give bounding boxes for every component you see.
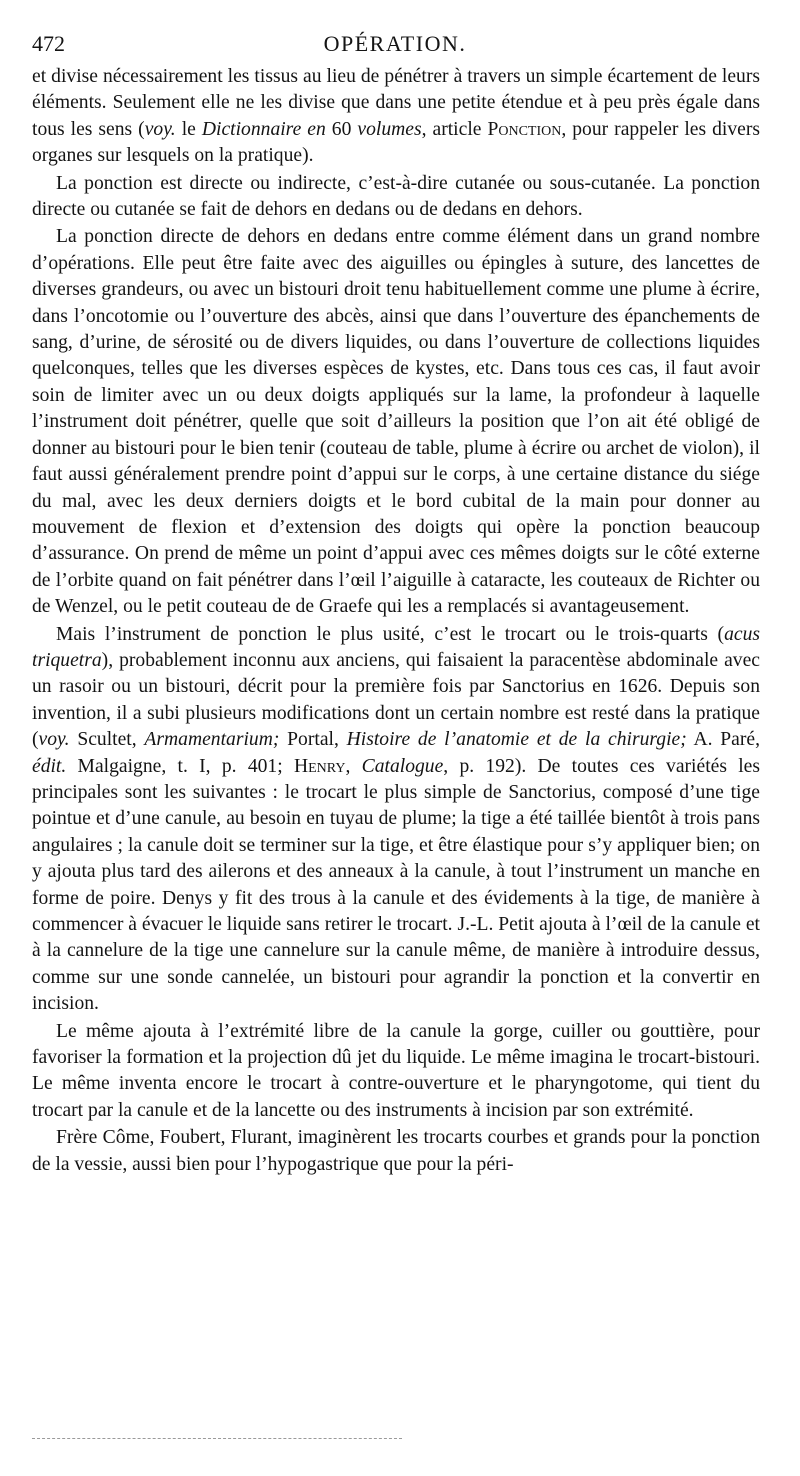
text-run: ), probablement inconnu aux anciens, qui faisaient la paracentèse abdominale avec un rasoir ou un bistouri, décrit pour la première fois par Sanctorius en 1626. Depuis son invention, il a subi plusieurs modifications dont un certain nombre est resté dans la pratique ( (32, 649, 760, 751)
text-run: A. Paré, (686, 729, 760, 751)
text-run: Portal, (279, 729, 347, 751)
paragraph (32, 1125, 760, 1178)
italic-text: édit. (32, 755, 67, 777)
italic-text: Histoire de l’anatomie et de la chirurgie; (346, 729, 687, 751)
paragraph (32, 622, 760, 1018)
text-run: , p. 192). De toutes ces variétés les principales sont les suivantes : le trocart le plus simple de Sanctorius, composé d’une tige pointue et d’une canule, au besoin en tuyau de plume; la tige a été taillée bientôt à trois pans angulaires ; la canule doit se terminer sur la tige, et être élastique pour s’y appliquer bien; on y ajouta plus tard des ailerons et des anneaux à la canule, à tout l’instrument un manche en forme de poire. Denys y fit des trous à la canule et des évidements à la tige, de manière à commencer à évacuer le liquide sans retirer le trocart. J.-L. Petit ajouta à l’œil de la canule et à la cannelure de la tige une cannelure sur la canule même, de manière à introduire dessus, comme sur une sonde cannelée, un bistouri pour agrandir la ponction et la convertir en incision. (32, 755, 761, 1015)
text-run: Malgaigne, t. I, p. 401; (66, 755, 294, 777)
running-header (32, 28, 758, 60)
italic-text: Armamentarium; (144, 729, 280, 751)
text-run: Le même ajouta à l’extrémité libre de la canule la gorge, cuiller ou gouttière, pour favoriser la formation et la projection dû jet du liquide. Le même imagina le trocart-bistouri. Le même inventa encore le trocart à contre-ouverture et le pharyngotome, qui tient du trocart par la canule et de la lancette ou des instruments à incision par son extrémité. (32, 1020, 760, 1121)
italic-text: Catalogue (361, 755, 444, 777)
paragraph (32, 171, 760, 224)
text-run: , (345, 755, 362, 777)
text-run: , pour rappeler les divers organes sur lesquels on la pratique). (32, 118, 761, 167)
italic-text: Dictionnaire en (201, 118, 326, 140)
paragraph (32, 224, 760, 620)
text-run: La ponction directe de dehors en dedans entre comme élément dans un grand nombre d’opérations. Elle peut être faite avec des aiguilles ou épingles à suture, des lancettes de diverses grandeurs, ou avec un bistouri droit tenu habituellement comme une plume à écrire, dans l’oncotomie ou l’ouverture des abcès, ainsi que dans l’ouverture des épanchements de sang, d’urine, de sérosité ou de divers liquides, ou dans l’ouverture de collections liquides quelconques, telles que les diverses espèces de kystes, etc. Dans tous ces cas, il faut avoir soin de limiter avec un ou deux doigts appliqués sur la lame, la profondeur à laquelle l’instrument doit pénétrer, quelle que soit d’ailleurs la position que l’on ait été obligé de donner au bistouri pour le bien tenir (couteau de table, plume à écrire ou archet de violon), il faut aussi généralement prendre point d’appui sur le corps, à une certaine distance du siége du mal, avec les deux derniers doigts et le bord cubital de la main pour donner au mouvement de flexion et d’extension des doigts qui opère la ponction beaucoup d’assurance. On prend de même un point d’appui avec ces mêmes doigts sur le côté externe de l’orbite quand on fait pénétrer dans l’œil l’aiguille à cataracte, les couteaux de Richter ou de Wenzel, ou le petit couteau de de Graefe qui les a remplacés si avantageusement. (32, 226, 760, 618)
italic-text: voy. (144, 118, 176, 140)
text-run: et divise nécessairement les tissus au lieu de pénétrer à travers un simple écartement de leurs éléments. Seulement elle ne les divise que dans une petite étendue et à peu près égale dans tous les sens ( (32, 66, 760, 140)
small-caps-text: Ponction (487, 118, 562, 140)
paragraph (32, 64, 760, 170)
italic-text: acus triquetra (32, 623, 760, 671)
text-run: le (175, 118, 202, 140)
bottom-rule (32, 1438, 402, 1439)
text-run: 60 (325, 118, 358, 140)
text-run: La ponction est directe ou indirecte, c’est-à-dire cutanée ou sous-cutanée. La ponction directe ou cutanée se fait de dehors en dedans ou de dedans en dehors. (32, 172, 760, 221)
paragraph (32, 1019, 760, 1125)
page-number: 472 (32, 31, 65, 56)
text-run: Mais l’instrument de ponction le plus usité, c’est le trocart ou le trois-quarts ( (56, 623, 725, 645)
italic-text: volumes (357, 118, 422, 140)
text-run: , article (421, 118, 488, 140)
text-run: Frère Côme, Foubert, Flurant, imaginèrent les trocarts courbes et grands pour la ponction de la vessie, aussi bien pour l’hypogastrique que pour la péri- (32, 1127, 760, 1175)
text-run: Scultet, (69, 729, 145, 751)
small-caps-text: Henry (293, 755, 346, 777)
running-title: OPÉRATION. (323, 31, 467, 56)
italic-text: voy. (38, 729, 70, 751)
text-body (32, 64, 760, 1178)
